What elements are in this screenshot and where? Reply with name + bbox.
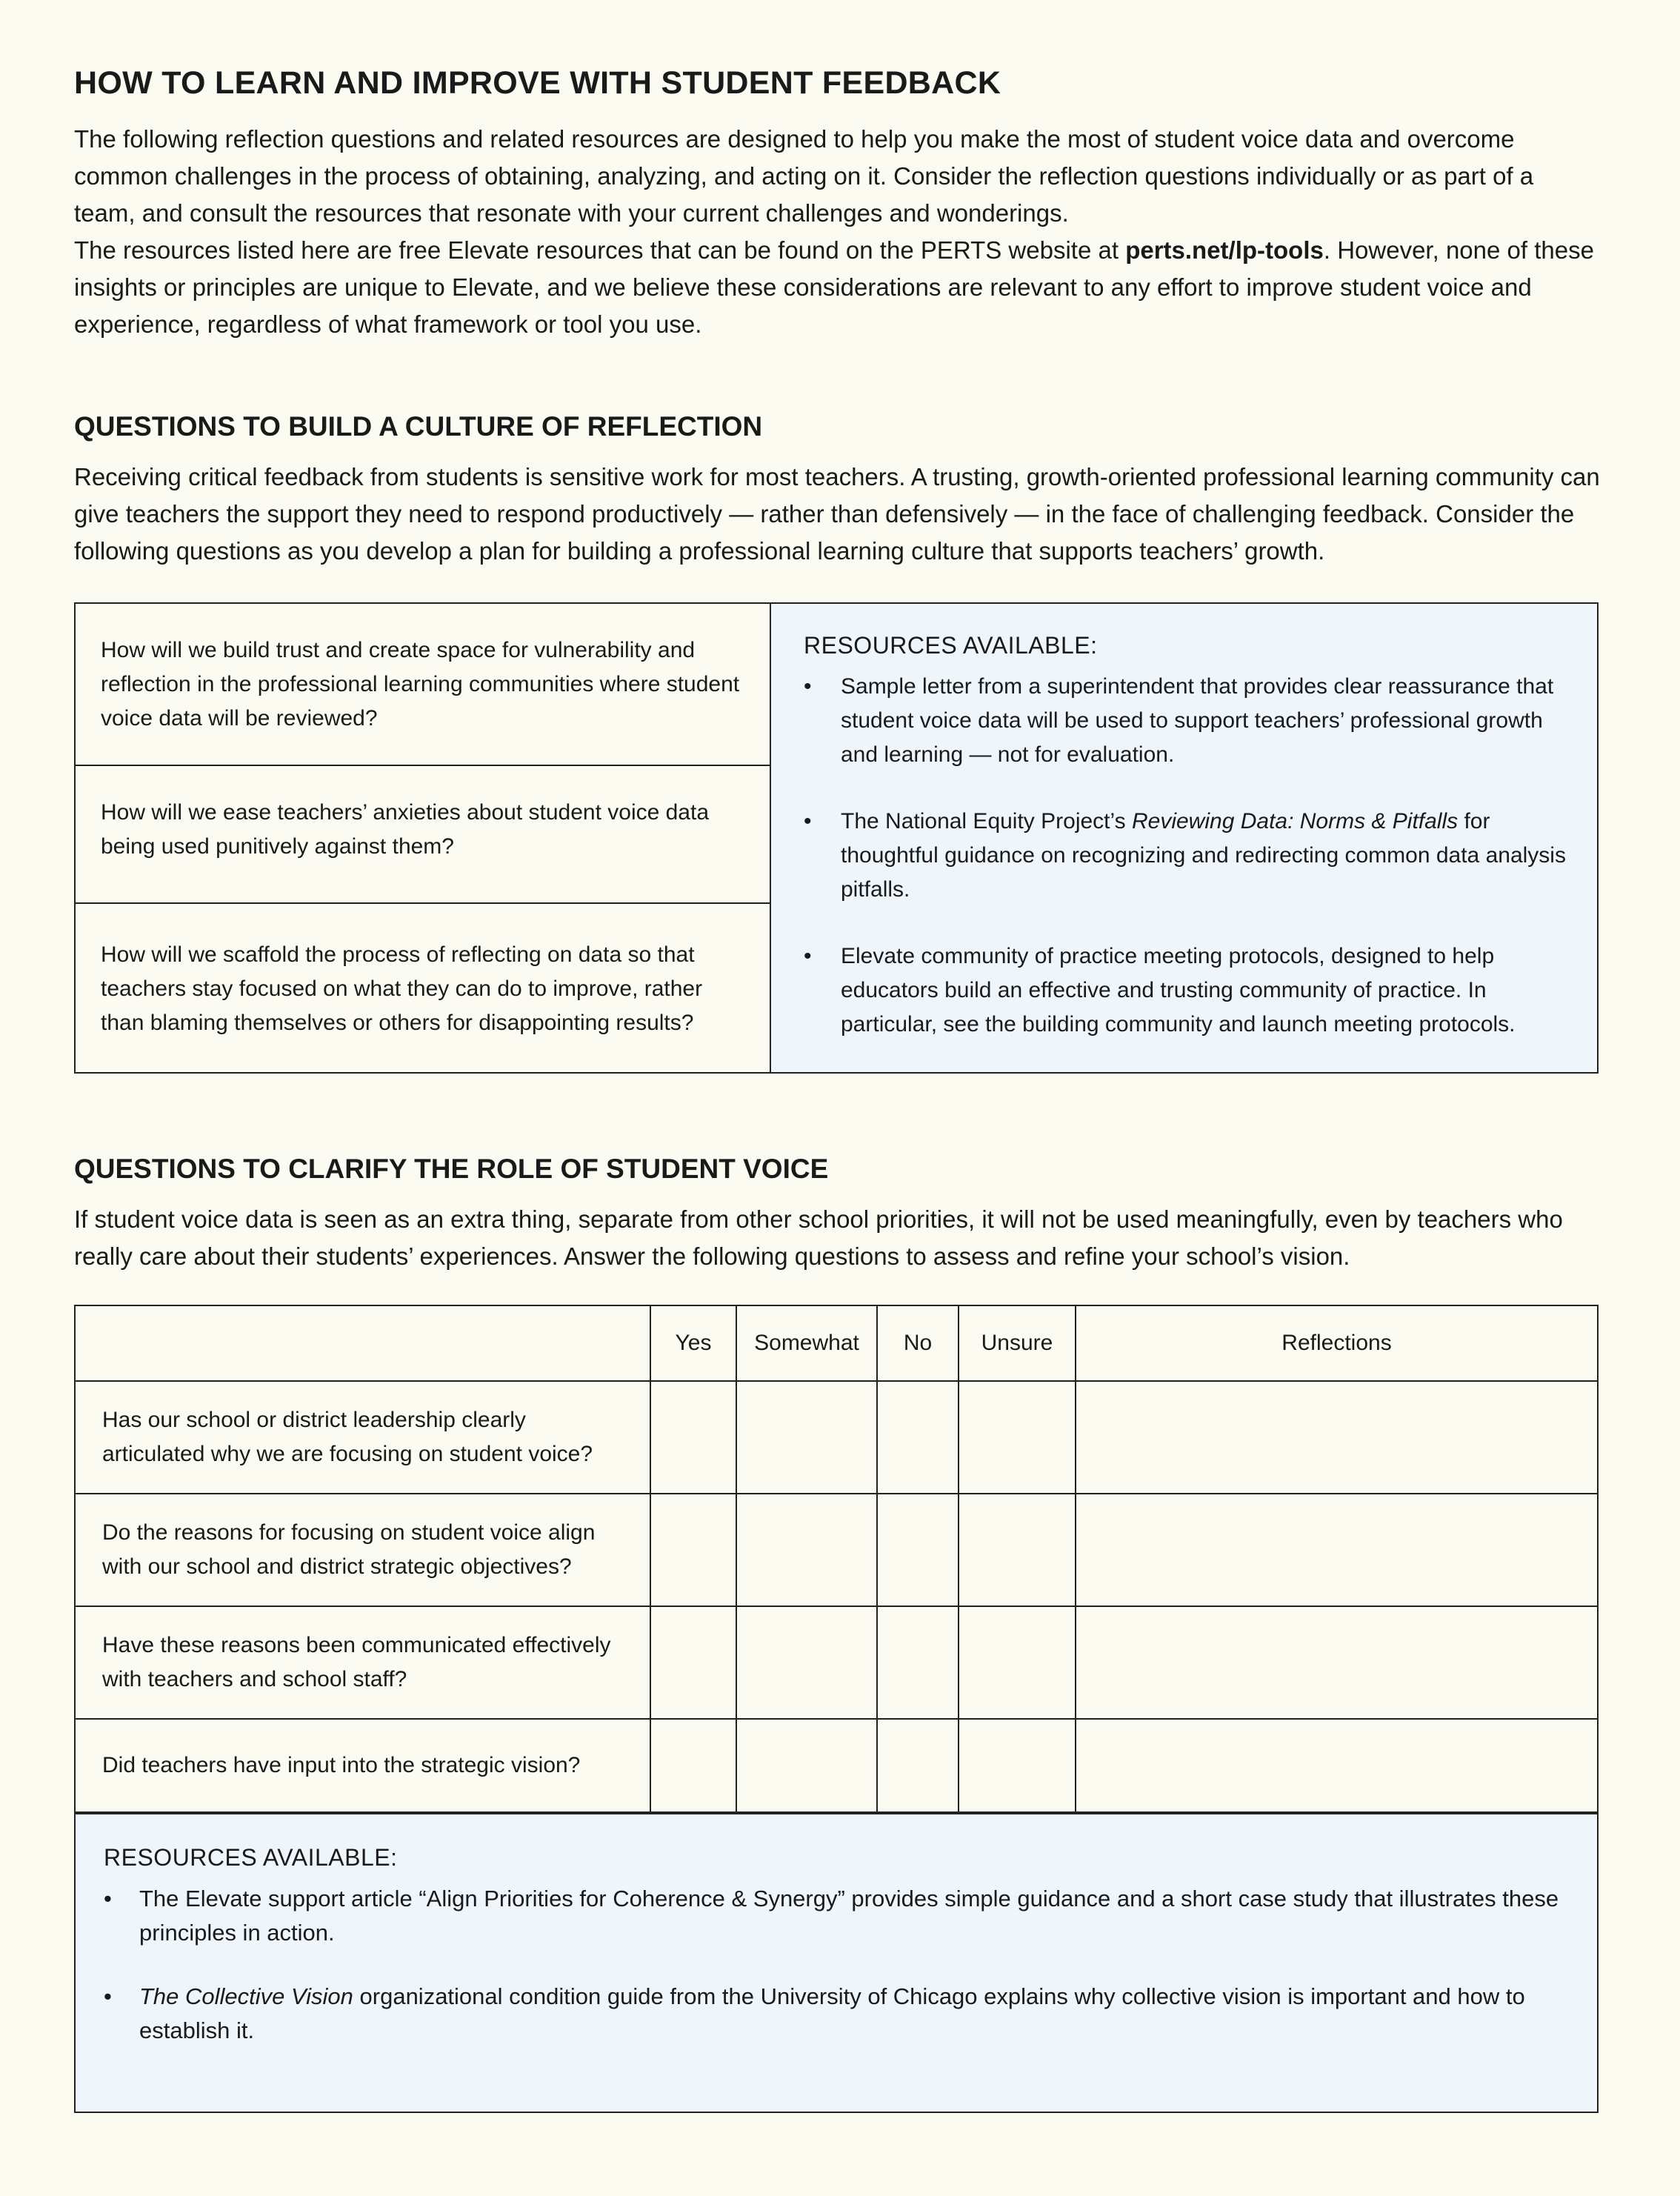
resource-item: [104, 1882, 1567, 1950]
resource-text: Elevate community of practice meeting protocols, designed to help educators build an effective and trusting community of practice. In particular, see the building community and launch meeting protocols.: [841, 944, 1516, 1037]
section1-body: Receiving critical feedback from students is sensitive work for most teachers. A trusting, growth-oriented professional learning community can give teachers the support they need to respond productively — rather than defensively — in the face of challenging feedback. Consider the following questions as you develop a plan for building a professional learning culture that supports teachers’ growth.: [74, 463, 1600, 565]
yes-cell[interactable]: [650, 1606, 736, 1719]
question-cell: Do the reasons for focusing on student voice align with our school and district strategic objectives?: [76, 1494, 650, 1606]
table-row: [76, 1381, 1597, 1494]
section2-body: If student voice data is seen as an extra thing, separate from other school priorities, it will not be used meaningfully, even by teachers who really care about their students’ experiences. Answer the following questions to assess and refine your school’s vision.: [74, 1205, 1563, 1270]
bullet: •: [804, 674, 812, 699]
bullet: •: [104, 1983, 112, 2009]
column-header-no: No: [877, 1306, 959, 1381]
column-header-reflections: Reflections: [1076, 1306, 1597, 1381]
resource-title: The Collective Vision: [139, 1983, 353, 2009]
unsure-cell[interactable]: [959, 1606, 1076, 1719]
resources-panel: [76, 1813, 1597, 2112]
yes-cell[interactable]: [650, 1381, 736, 1494]
somewhat-cell[interactable]: [736, 1494, 877, 1606]
perts-link[interactable]: perts.net/lp-tools: [1125, 236, 1324, 264]
reflection-question: How will we ease teachers’ anxieties about student voice data being used punitively against them?: [76, 766, 770, 904]
yes-cell[interactable]: [650, 1719, 736, 1812]
reflection-question: How will we scaffold the process of reflecting on data so that teachers stay focused on what they can do to improve, rather than blaming themselves or others for disappointing results?: [101, 942, 703, 1035]
bullet: •: [804, 944, 812, 968]
intro-line-1: The following reflection questions and related resources are designed to help you make the most of student voice data and overcome common challenges in the process of obtaining, analyzing, and acting on it. Consider the reflection questions individually or as part of a team, and consult the resources that resonate with your current challenges and wonderings.: [74, 125, 1534, 227]
section1-heading: QUESTIONS TO BUILD A CULTURE OF REFLECTION: [74, 411, 763, 442]
somewhat-cell[interactable]: [736, 1606, 877, 1719]
resources-panel: [771, 604, 1597, 1072]
reflections-cell[interactable]: [1076, 1494, 1597, 1606]
resource-text: The Elevate support article “Align Priorities for Coherence & Synergy” provides simple guidance and a short case study that illustrates these principles in action.: [139, 1886, 1559, 1946]
resource-text-after: organizational condition guide from the University of Chicago explains why collective vision is important and how to establish it.: [139, 1983, 1525, 2043]
table-row: [76, 1494, 1597, 1606]
column-header-unsure: Unsure: [959, 1306, 1076, 1381]
resource-item: [804, 805, 1567, 907]
table-header-row: [76, 1306, 1597, 1381]
page-title: HOW TO LEARN AND IMPROVE WITH STUDENT FEEDBACK: [74, 65, 1001, 101]
column-header-somewhat: Somewhat: [736, 1306, 877, 1381]
question-cell: Have these reasons been communicated effectively with teachers and school staff?: [76, 1606, 650, 1719]
question-column-header: [76, 1306, 650, 1381]
table-row: [76, 1606, 1597, 1719]
intro-paragraph: [74, 121, 1600, 343]
section2-heading: QUESTIONS TO CLARIFY THE ROLE OF STUDENT VOICE: [74, 1154, 829, 1184]
table-row: [76, 1719, 1597, 1812]
resources-title: RESOURCES AVAILABLE:: [804, 632, 1098, 659]
reflection-question: How will we build trust and create space for vulnerability and reflection in the professional learning communities where student voice data will be reviewed?: [76, 604, 770, 766]
resources-title: RESOURCES AVAILABLE:: [104, 1844, 398, 1871]
no-cell[interactable]: [877, 1381, 959, 1494]
intro-line-2-before: The resources listed here are free Elevate resources that can be found on the PERTS website at: [74, 236, 1126, 264]
bullet: •: [104, 1886, 112, 1911]
somewhat-cell[interactable]: [736, 1381, 877, 1494]
reflection-questions-table: [74, 602, 1599, 1074]
intro-line-2-after: . However, none of these insights or principles are unique to Elevate, and we believe these considerations are relevant to any effort to improve student voice and experience, regardless of what framework or tool you use.: [74, 236, 1594, 338]
somewhat-cell[interactable]: [736, 1719, 877, 1812]
resource-text: Sample letter from a superintendent that provides clear reassurance that student voice data will be used to support teachers’ professional growth and learning — not for evaluation.: [841, 674, 1554, 767]
resource-title: Reviewing Data: Norms & Pitfalls: [1131, 809, 1459, 834]
question-cell: Has our school or district leadership clearly articulated why we are focusing on student voice?: [76, 1381, 650, 1494]
reflection-questions-column: [76, 604, 771, 1072]
question-cell: Did teachers have input into the strategic vision?: [76, 1719, 650, 1812]
reflections-cell[interactable]: [1076, 1719, 1597, 1812]
no-cell[interactable]: [877, 1606, 959, 1719]
column-header-yes: Yes: [650, 1306, 736, 1381]
no-cell[interactable]: [877, 1719, 959, 1812]
yes-cell[interactable]: [650, 1494, 736, 1606]
reflections-cell[interactable]: [1076, 1606, 1597, 1719]
resource-item: [804, 939, 1567, 1042]
unsure-cell[interactable]: [959, 1719, 1076, 1812]
document-page: [74, 65, 1600, 2113]
unsure-cell[interactable]: [959, 1494, 1076, 1606]
bullet: •: [804, 809, 812, 834]
resources-list: [104, 1882, 1567, 2048]
resources-list: [804, 670, 1567, 1042]
resource-text-after: for thoughtful guidance on recognizing and redirecting common data analysis pitfalls.: [841, 809, 1566, 902]
no-cell[interactable]: [877, 1494, 959, 1606]
resource-text-before: The National Equity Project’s: [841, 809, 1132, 834]
resource-item: [104, 1980, 1567, 2048]
student-voice-table: [74, 1305, 1599, 2113]
resource-item: [804, 670, 1567, 772]
reflections-cell[interactable]: [1076, 1381, 1597, 1494]
unsure-cell[interactable]: [959, 1381, 1076, 1494]
